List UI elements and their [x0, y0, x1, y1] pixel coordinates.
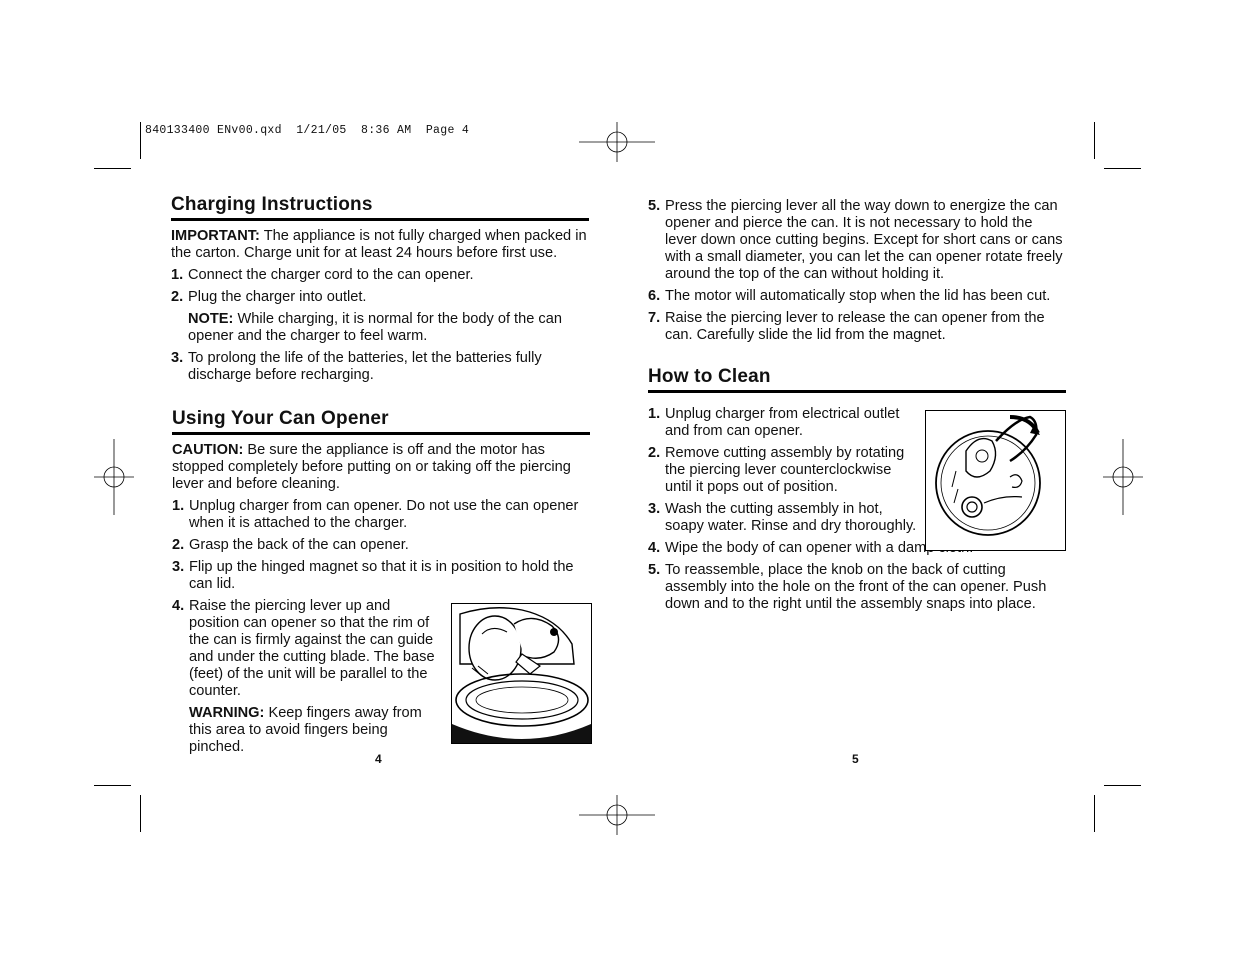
list-item: 3. Wash the cutting assembly in hot, soapy water. Rinse and dry thoroughly. [648, 501, 917, 534]
crop-mark [94, 168, 131, 169]
left-column [171, 196, 589, 384]
cutting-assembly-illustration [925, 410, 1066, 551]
crop-mark [140, 795, 141, 832]
crop-mark [1104, 785, 1141, 786]
caution-paragraph: CAUTION: Be sure the appliance is off and the motor has stopped completely before putting on or taking off the piercing lever and before cleaning. [172, 442, 571, 492]
right-column [648, 193, 1066, 344]
list-item: 3. To prolong the life of the batteries, let the batteries fully discharge before recharging. [171, 350, 542, 383]
crop-mark [94, 785, 131, 786]
page-number: 4 [375, 752, 382, 766]
list-item: 1. Unplug charger from electrical outlet and from can opener. [648, 406, 900, 439]
page-number: 5 [852, 752, 859, 766]
list-item: 5. To reassemble, place the knob on the back of cutting assembly into the hole on the front of the can opener. Push down and to the right until the assembly snaps into place. [648, 562, 1047, 612]
crop-mark [1104, 168, 1141, 169]
registration-mark-icon [579, 795, 655, 835]
crop-mark [1094, 122, 1095, 159]
registration-mark-icon [1103, 439, 1143, 515]
clean-heading: How to Clean [648, 368, 1066, 393]
list-item: 6. The motor will automatically stop when the lid has been cut. [648, 288, 1051, 304]
list-item: 7. Raise the piercing lever to release the can opener from the can. Carefully slide the lid from the magnet. [648, 310, 1045, 343]
list-item: 2. Plug the charger into outlet. [171, 289, 367, 305]
registration-mark-icon [94, 439, 134, 515]
list-item: 2. Grasp the back of the can opener. [172, 537, 409, 553]
using-heading: Using Your Can Opener [172, 410, 590, 435]
note-paragraph: NOTE: While charging, it is normal for the body of the can opener and the charger to feel warm. [188, 311, 562, 344]
list-item: 2. Remove cutting assembly by rotating the piercing lever counterclockwise until it pops out of position. [648, 445, 905, 495]
list-item: 4. Raise the piercing lever up and position can opener so that the rim of the can is firmly against the can guide and under the cutting blade. The base (feet) of the unit will be parallel to the counter. [172, 598, 435, 699]
can-opener-illustration [451, 603, 592, 744]
list-item: 5. Press the piercing lever all the way down to energize the can opener and pierce the can. It is not necessary to hold the lever down once cutting begins. Except for short cans or cans with a small diameter, you can let the can opener rotate freely around the top of the can without holding it. [648, 198, 1063, 282]
list-item: 3. Flip up the hinged magnet so that it is in position to hold the can lid. [172, 559, 574, 592]
warning-paragraph: WARNING: Keep fingers away from this area to avoid fingers being pinched. [189, 705, 422, 755]
file-slug: 840133400 ENv00.qxd 1/21/05 8:36 AM Page 4 [145, 124, 470, 137]
list-item: 4. Wipe the body of can opener with a damp cloth. [648, 540, 974, 556]
list-item: 1. Unplug charger from can opener. Do not use the can opener when it is attached to the charger. [172, 498, 579, 531]
crop-mark [140, 122, 141, 159]
crop-mark [1094, 795, 1095, 832]
charging-heading: Charging Instructions [171, 196, 589, 221]
list-item: 1. Connect the charger cord to the can opener. [171, 267, 474, 283]
important-paragraph: IMPORTANT: The appliance is not fully charged when packed in the carton. Charge unit for at least 24 hours before first use. [171, 228, 587, 261]
registration-mark-icon [579, 122, 655, 162]
